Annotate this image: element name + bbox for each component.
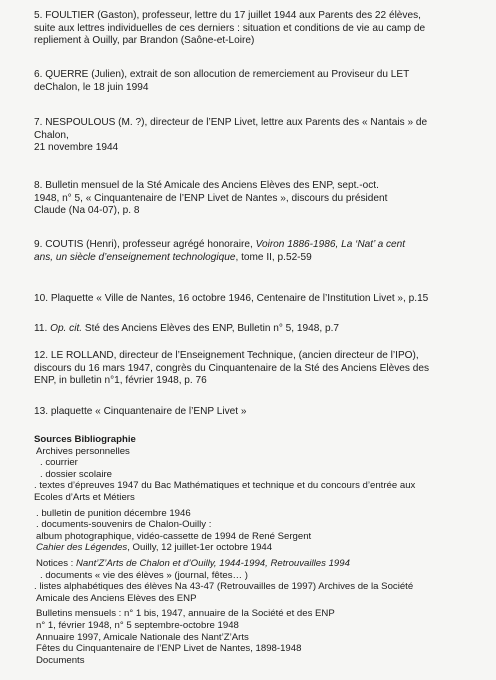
bib-line: . courrier [40, 457, 78, 469]
note-7: 7. NESPOULOUS (M. ?), directeur de l’ENP Livet, lettre aux Parents des « Nantais » de Chalon, 21 novembre 1944 [34, 117, 428, 154]
bib-line: Fêtes du Cinquantenaire de l’ENP Livet de Nantes, 1898-1948 [36, 643, 302, 655]
sources-bibliography [34, 434, 478, 666]
note-9-title: Voiron 1886-1986, La ‘Nat’ a cent ans, un siècle d’enseignement technologique [34, 239, 406, 263]
note-11 [34, 323, 474, 336]
note-8: 8. Bulletin mensuel de la Sté Amicale des Anciens Elèves des ENP, sept.-oct. 1948, n° 5, « Cinquantenaire de l’ENP Livet de Nantes », discours du président Claude (Na 04-07), p. 8 [34, 180, 388, 217]
note-5: 5. FOULTIER (Gaston), professeur, lettre du 17 juillet 1944 aux Parents des 22 élèves, suite aux lettres individuelles de ces derniers : situation et conditions de vie au camp de repliement à Ouilly, par Brandon (Saône-et-Loire) [34, 10, 426, 47]
cahier-legendes-rest: , Ouilly, 12 juillet-1er octobre 1944 [127, 542, 273, 554]
note-9-suffix: , tome II, p.52-59 [235, 251, 312, 263]
bib-line: . bulletin de punition décembre 1946 [36, 507, 191, 519]
bib-line: . textes d’épreuves 1947 du Bac Mathématiques et technique et du concours d’entrée aux [34, 480, 416, 492]
bib-line: n° 1, février 1948, n° 5 septembre-octobre 1948 [36, 619, 239, 631]
bib-line: . documents « vie des élèves » (journal, fêtes… ) [40, 569, 248, 581]
note-9 [34, 239, 474, 264]
bib-line: . listes alphabétiques des élèves Na 43-47 (Retrouvailles de 1997) Archives de la Société [34, 581, 414, 593]
note-12: 12. LE ROLLAND, directeur de l’Enseignement Technique, (ancien directeur de l’IPO), discours du 16 mars 1947, congrès du Cinquantenaire de la Sté des Anciens Elèves des ENP, in bulletin n°1, février 1948, p. 76 [34, 350, 430, 387]
bib-line: Annuaire 1997, Amicale Nationale des Nant’Z’Arts [36, 631, 249, 643]
bib-line: Amicale des Anciens Elèves des ENP [36, 592, 197, 604]
bib-line: album photographique, vidéo-cassette de 1994 de René Sergent [36, 530, 312, 542]
note-11-rest: Sté des Anciens Elèves des ENP, Bulletin n° 5, 1948, p.7 [84, 323, 340, 334]
bib-line [34, 542, 478, 554]
note-11-opcit: Op. cit. [50, 323, 83, 334]
cahier-legendes-title: Cahier des Légendes [36, 542, 128, 554]
bib-line: Archives personnelles [36, 445, 130, 457]
sources-title: Sources Bibliographie [34, 434, 136, 445]
notices-title: Nant’Z’Arts de Chalon et d’Ouilly, 1944-1994, Retrouvailles 1994 [76, 557, 350, 569]
bib-line: Ecoles d’Arts et Métiers [34, 491, 135, 503]
bib-line: Documents [36, 654, 85, 666]
bib-line: Bulletins mensuels : n° 1 bis, 1947, annuaire de la Société et des ENP [36, 608, 335, 620]
bib-line [34, 558, 478, 570]
note-9-prefix: 9. COUTIS (Henri), professeur agrégé honoraire, [34, 239, 256, 250]
note-10: 10. Plaquette « Ville de Nantes, 16 octobre 1946, Centenaire de l’Institution Livet », p.15 [34, 293, 429, 304]
bib-line: . documents-souvenirs de Chalon-Ouilly : [36, 519, 212, 531]
notices-prefix: Notices : [36, 557, 76, 569]
note-11-prefix: 11. [34, 323, 51, 334]
note-13: 13. plaquette « Cinquantenaire de l’ENP Livet » [34, 406, 247, 417]
bib-line: . dossier scolaire [40, 468, 112, 480]
note-6: 6. QUERRE (Julien), extrait de son allocution de remerciement au Proviseur du LET deChalon, le 18 juin 1994 [34, 69, 410, 93]
